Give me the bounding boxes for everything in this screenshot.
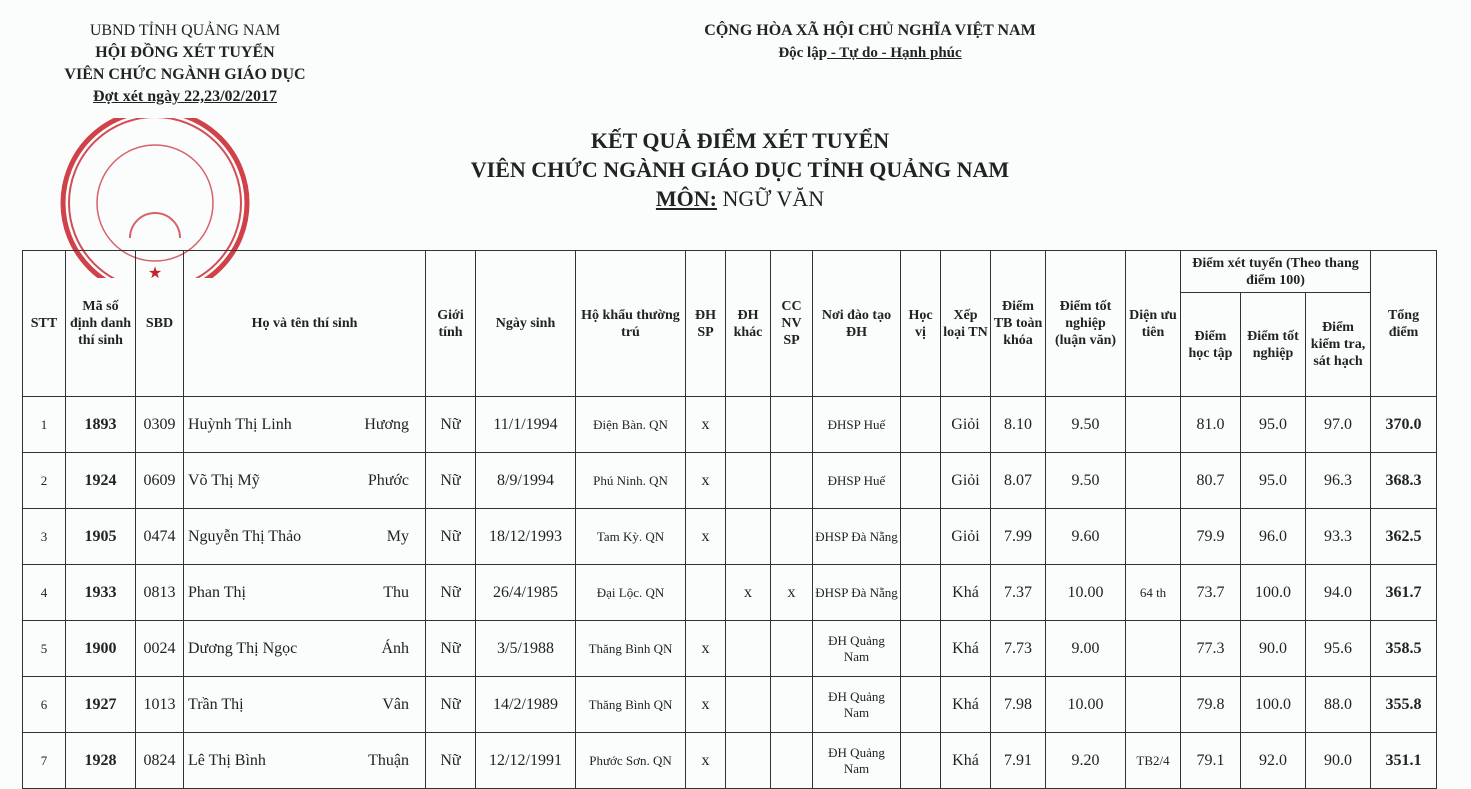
cell-tot-nghiep: 92.0	[1241, 733, 1306, 789]
cell-sbd: 0609	[136, 453, 184, 509]
col-dhsp: ĐH SP	[686, 251, 726, 397]
col-ho-khau: Hộ khẩu thường trú	[576, 251, 686, 397]
cell-kiem-tra: 90.0	[1306, 733, 1371, 789]
cell-dien-ut: 64 th	[1126, 565, 1181, 621]
cell-stt: 2	[23, 453, 66, 509]
cell-diem-tn: 9.60	[1046, 509, 1126, 565]
col-ma-so: Mã số định danh thí sinh	[66, 251, 136, 397]
cell-kiem-tra: 94.0	[1306, 565, 1371, 621]
cell-ho	[184, 397, 426, 453]
cell-noi-dao-tao: ĐHSP Huế	[813, 397, 901, 453]
col-noi-dao-tao: Nơi đào tạo ĐH	[813, 251, 901, 397]
cell-stt: 3	[23, 509, 66, 565]
col-diem-tb: Điểm TB toàn khóa	[991, 251, 1046, 397]
motto-c: Hạnh phúc	[890, 45, 962, 61]
cell-diem-tn: 9.20	[1046, 733, 1126, 789]
cell-ho-dem: Dương Thị Ngọc	[188, 639, 298, 657]
cell-xep-loai: Khá	[941, 565, 991, 621]
cell-hoc-tap: 79.1	[1181, 733, 1241, 789]
table-row	[23, 397, 1437, 453]
cell-cc	[771, 509, 813, 565]
col-dien-ut: Diện ưu tiên	[1126, 251, 1181, 397]
cell-hoc-tap: 73.7	[1181, 565, 1241, 621]
cell-sbd: 0309	[136, 397, 184, 453]
results-table	[22, 250, 1437, 789]
cell-dien-ut	[1126, 509, 1181, 565]
cell-kiem-tra: 96.3	[1306, 453, 1371, 509]
cell-noi-dao-tao: ĐH Quảng Nam	[813, 621, 901, 677]
cell-dh-khac	[726, 397, 771, 453]
cell-dhsp: x	[686, 397, 726, 453]
table-row	[23, 733, 1437, 789]
cell-ma-so: 1905	[66, 509, 136, 565]
cell-kiem-tra: 95.6	[1306, 621, 1371, 677]
cell-ho-khau: Đại Lộc. QN	[576, 565, 686, 621]
cell-hoc-vi	[901, 621, 941, 677]
cell-stt: 1	[23, 397, 66, 453]
cell-hoc-tap: 81.0	[1181, 397, 1241, 453]
cell-ho-dem: Nguyễn Thị Thảo	[188, 527, 302, 545]
motto-b: - Tự do -	[827, 45, 891, 61]
cell-ngay-sinh: 26/4/1985	[476, 565, 576, 621]
cell-stt: 7	[23, 733, 66, 789]
cell-ho-khau: Tam Kỳ. QN	[576, 509, 686, 565]
cell-diem-tb: 7.98	[991, 677, 1046, 733]
cell-ho-khau: Điện Bàn. QN	[576, 397, 686, 453]
cell-dien-ut	[1126, 621, 1181, 677]
cell-ma-so: 1927	[66, 677, 136, 733]
cell-ngay-sinh: 18/12/1993	[476, 509, 576, 565]
cell-sbd: 0024	[136, 621, 184, 677]
cell-dh-khac	[726, 677, 771, 733]
cell-ho	[184, 565, 426, 621]
cell-ten: Ánh	[381, 639, 409, 657]
cell-gioi-tinh: Nữ	[426, 509, 476, 565]
cell-ngay-sinh: 11/1/1994	[476, 397, 576, 453]
col-hoc-vi: Học vị	[901, 251, 941, 397]
col-dh-khac: ĐH khác	[726, 251, 771, 397]
cell-ngay-sinh: 8/9/1994	[476, 453, 576, 509]
cell-diem-tb: 7.37	[991, 565, 1046, 621]
cell-sbd: 0474	[136, 509, 184, 565]
cell-diem-tb: 7.91	[991, 733, 1046, 789]
cell-xep-loai: Giỏi	[941, 509, 991, 565]
cell-dhsp: x	[686, 733, 726, 789]
cell-dh-khac	[726, 509, 771, 565]
cell-ten: My	[386, 527, 409, 545]
cell-ho-dem: Trần Thị	[188, 695, 244, 713]
cell-xep-loai: Giỏi	[941, 397, 991, 453]
cell-cc	[771, 677, 813, 733]
cell-ho-khau: Thăng Bình QN	[576, 621, 686, 677]
cell-noi-dao-tao: ĐH Quảng Nam	[813, 677, 901, 733]
cell-dien-ut	[1126, 677, 1181, 733]
cell-tong: 362.5	[1371, 509, 1437, 565]
cell-diem-tn: 9.50	[1046, 453, 1126, 509]
cell-xep-loai: Khá	[941, 733, 991, 789]
cell-ho-dem: Huỳnh Thị Linh	[188, 415, 292, 433]
cell-noi-dao-tao: ĐH Quảng Nam	[813, 733, 901, 789]
cell-stt: 6	[23, 677, 66, 733]
issuer-sector: VIÊN CHỨC NGÀNH GIÁO DỤC	[64, 66, 306, 83]
cell-diem-tb: 8.07	[991, 453, 1046, 509]
cell-ma-so: 1924	[66, 453, 136, 509]
cell-gioi-tinh: Nữ	[426, 677, 476, 733]
cell-gioi-tinh: Nữ	[426, 453, 476, 509]
national-name: CỘNG HÒA XÃ HỘI CHỦ NGHĨA VIỆT NAM	[704, 22, 1036, 39]
cell-ma-so: 1928	[66, 733, 136, 789]
cell-tot-nghiep: 90.0	[1241, 621, 1306, 677]
col-gioi-tinh: Giới tính	[426, 251, 476, 397]
cell-tot-nghiep: 100.0	[1241, 565, 1306, 621]
cell-dien-ut	[1126, 397, 1181, 453]
cell-xep-loai: Giỏi	[941, 453, 991, 509]
cell-dh-khac	[726, 621, 771, 677]
col-xep-loai: Xếp loại TN	[941, 251, 991, 397]
cell-ten: Thuận	[368, 751, 409, 769]
cell-hoc-vi	[901, 733, 941, 789]
cell-hoc-vi	[901, 397, 941, 453]
cell-kiem-tra: 88.0	[1306, 677, 1371, 733]
cell-ten: Hương	[364, 415, 409, 433]
cell-cc	[771, 453, 813, 509]
cell-tong: 358.5	[1371, 621, 1437, 677]
cell-sbd: 0813	[136, 565, 184, 621]
cell-noi-dao-tao: ĐHSP Huế	[813, 453, 901, 509]
cell-ho	[184, 733, 426, 789]
cell-hoc-tap: 79.8	[1181, 677, 1241, 733]
cell-xep-loai: Khá	[941, 621, 991, 677]
cell-gioi-tinh: Nữ	[426, 397, 476, 453]
national-header	[610, 20, 1130, 64]
cell-kiem-tra: 93.3	[1306, 509, 1371, 565]
cell-dhsp: x	[686, 509, 726, 565]
cell-tong: 368.3	[1371, 453, 1437, 509]
cell-cc	[771, 397, 813, 453]
cell-cc	[771, 733, 813, 789]
cell-kiem-tra: 97.0	[1306, 397, 1371, 453]
cell-hoc-tap: 77.3	[1181, 621, 1241, 677]
subject-label: MÔN:	[655, 186, 717, 211]
cell-gioi-tinh: Nữ	[426, 621, 476, 677]
cell-ho	[184, 509, 426, 565]
cell-cc: x	[771, 565, 813, 621]
issuer-province: UBND TỈNH QUẢNG NAM	[89, 22, 281, 39]
cell-cc	[771, 621, 813, 677]
cell-ho	[184, 677, 426, 733]
cell-dhsp: x	[686, 453, 726, 509]
col-ngay-sinh: Ngày sinh	[476, 251, 576, 397]
cell-ho	[184, 621, 426, 677]
cell-diem-tb: 8.10	[991, 397, 1046, 453]
cell-ten: Vân	[382, 695, 409, 713]
col-hoc-tap: Điểm học tập	[1181, 293, 1241, 397]
cell-ma-so: 1900	[66, 621, 136, 677]
cell-noi-dao-tao: ĐHSP Đà Nẵng	[813, 565, 901, 621]
cell-ma-so: 1933	[66, 565, 136, 621]
cell-hoc-vi	[901, 565, 941, 621]
cell-tong: 355.8	[1371, 677, 1437, 733]
col-kiem-tra: Điểm kiểm tra, sát hạch	[1306, 293, 1371, 397]
cell-tot-nghiep: 95.0	[1241, 453, 1306, 509]
cell-ho	[184, 453, 426, 509]
col-ho-ten: Họ và tên thí sinh	[184, 251, 426, 397]
document-title	[380, 126, 1100, 213]
col-tot-nghiep: Điểm tốt nghiệp	[1241, 293, 1306, 397]
cell-hoc-tap: 79.9	[1181, 509, 1241, 565]
cell-ten: Thu	[383, 583, 409, 601]
table-row	[23, 621, 1437, 677]
cell-dhsp: x	[686, 677, 726, 733]
cell-hoc-vi	[901, 453, 941, 509]
cell-dh-khac: x	[726, 565, 771, 621]
cell-gioi-tinh: Nữ	[426, 733, 476, 789]
table-row	[23, 509, 1437, 565]
cell-dien-ut	[1126, 453, 1181, 509]
cell-dhsp	[686, 565, 726, 621]
cell-diem-tn: 10.00	[1046, 565, 1126, 621]
cell-tong: 351.1	[1371, 733, 1437, 789]
cell-ho-khau: Phú Ninh. QN	[576, 453, 686, 509]
col-diem-tn: Điểm tốt nghiệp (luận văn)	[1046, 251, 1126, 397]
col-cc: CC NV SP	[771, 251, 813, 397]
cell-xep-loai: Khá	[941, 677, 991, 733]
exam-date: Đợt xét ngày 22,23/02/2017	[93, 88, 277, 105]
table-row	[23, 565, 1437, 621]
cell-ngay-sinh: 3/5/1988	[476, 621, 576, 677]
subject: NGỮ VĂN	[716, 186, 825, 211]
cell-ho-dem: Võ Thị Mỹ	[188, 471, 260, 489]
col-group-diem-xet-tuyen: Điểm xét tuyển (Theo thang điểm 100)	[1181, 251, 1371, 293]
cell-tong: 361.7	[1371, 565, 1437, 621]
cell-hoc-tap: 80.7	[1181, 453, 1241, 509]
cell-sbd: 1013	[136, 677, 184, 733]
cell-ngay-sinh: 12/12/1991	[476, 733, 576, 789]
cell-ho-dem: Lê Thị Bình	[188, 751, 266, 769]
cell-diem-tb: 7.73	[991, 621, 1046, 677]
motto-a: Độc lập	[778, 45, 828, 61]
cell-ho-dem: Phan Thị	[188, 583, 246, 601]
cell-tot-nghiep: 95.0	[1241, 397, 1306, 453]
cell-diem-tb: 7.99	[991, 509, 1046, 565]
cell-diem-tn: 10.00	[1046, 677, 1126, 733]
cell-dh-khac	[726, 733, 771, 789]
issuer-council: HỘI ĐỒNG XÉT TUYỂN	[95, 44, 275, 61]
col-stt: STT	[23, 251, 66, 397]
cell-ten: Phước	[367, 471, 409, 489]
cell-dh-khac	[726, 453, 771, 509]
issuer-block	[30, 20, 340, 108]
cell-diem-tn: 9.50	[1046, 397, 1126, 453]
cell-dien-ut: TB2/4	[1126, 733, 1181, 789]
col-tong: Tổng điểm	[1371, 251, 1437, 397]
table-row	[23, 453, 1437, 509]
cell-hoc-vi	[901, 509, 941, 565]
cell-dhsp: x	[686, 621, 726, 677]
cell-ngay-sinh: 14/2/1989	[476, 677, 576, 733]
cell-diem-tn: 9.00	[1046, 621, 1126, 677]
cell-ho-khau: Phước Sơn. QN	[576, 733, 686, 789]
title-line1: KẾT QUẢ ĐIỂM XÉT TUYỂN	[590, 128, 890, 153]
cell-tot-nghiep: 100.0	[1241, 677, 1306, 733]
cell-sbd: 0824	[136, 733, 184, 789]
title-line2: VIÊN CHỨC NGÀNH GIÁO DỤC TỈNH QUẢNG NAM	[470, 157, 1010, 182]
cell-tong: 370.0	[1371, 397, 1437, 453]
cell-ma-so: 1893	[66, 397, 136, 453]
col-sbd: SBD	[136, 251, 184, 397]
cell-stt: 4	[23, 565, 66, 621]
cell-gioi-tinh: Nữ	[426, 565, 476, 621]
cell-noi-dao-tao: ĐHSP Đà Nẵng	[813, 509, 901, 565]
cell-tot-nghiep: 96.0	[1241, 509, 1306, 565]
cell-stt: 5	[23, 621, 66, 677]
svg-text:★: ★	[147, 265, 163, 278]
table-row	[23, 677, 1437, 733]
cell-ho-khau: Thăng Bình QN	[576, 677, 686, 733]
cell-hoc-vi	[901, 677, 941, 733]
